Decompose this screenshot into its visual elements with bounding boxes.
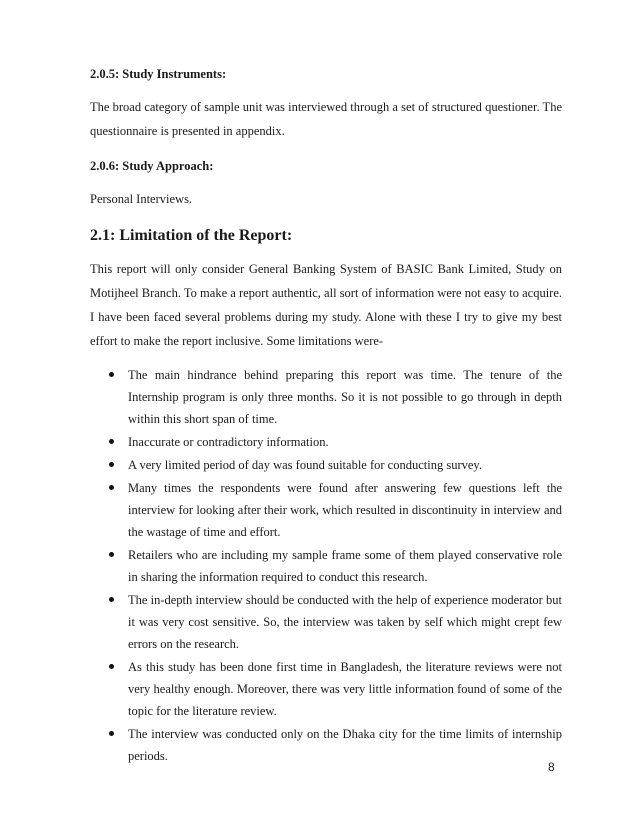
list-item-text: Retailers who are including my sample frame some of them played conservative role in sharing the information required to conduct this research.	[128, 548, 562, 584]
list-item	[90, 454, 562, 476]
bullet-dot-icon	[109, 597, 114, 602]
list-item-text: A very limited period of day was found suitable for conducting survey.	[128, 458, 482, 472]
document-page	[90, 62, 562, 768]
bullet-dot-icon	[109, 372, 114, 377]
list-item-text: The in-depth interview should be conducted with the help of experience moderator but it was very cost sensitive. So, the interview was taken by self which might crept few errors on the research.	[128, 593, 562, 651]
list-item-text: Inaccurate or contradictory information.	[128, 435, 329, 449]
study-instruments-text: The broad category of sample unit was interviewed through a set of structured questioner. The questionnaire is presented in appendix.	[90, 100, 562, 138]
list-item	[90, 589, 562, 655]
bullet-dot-icon	[109, 664, 114, 669]
limitation-intro-text: This report will only consider General Banking System of BASIC Bank Limited, Study on Motijheel Branch. To make a report authentic, all sort of information were not easy to acquire. I have been faced several problems during my study. Alone with these I try to give my best effort to make the report inclusive. Some limitations were-	[90, 262, 562, 348]
list-item	[90, 723, 562, 767]
list-item-text: The interview was conducted only on the Dhaka city for the time limits of internship periods.	[128, 727, 562, 763]
bullet-dot-icon	[109, 439, 114, 444]
list-item	[90, 477, 562, 543]
limitations-list	[90, 364, 562, 767]
limitation-heading: 2.1: Limitation of the Report:	[90, 227, 293, 244]
list-item	[90, 656, 562, 722]
list-item	[90, 431, 562, 453]
study-approach-text: Personal Interviews.	[90, 192, 193, 206]
bullet-dot-icon	[109, 462, 114, 467]
list-item	[90, 364, 562, 430]
list-item-text: Many times the respondents were found after answering few questions left the interview for looking after their work, which resulted in discontinuity in interview and the wastage of time and effort.	[128, 481, 562, 539]
bullet-dot-icon	[109, 552, 114, 557]
bullet-dot-icon	[109, 485, 114, 490]
page-number: 8	[548, 760, 555, 774]
list-item-text: As this study has been done first time in Bangladesh, the literature reviews were not very healthy enough. Moreover, there was very little information found of some of the topic for the literature review.	[128, 660, 562, 718]
study-approach-heading: 2.0.6: Study Approach:	[90, 159, 214, 173]
list-item	[90, 544, 562, 588]
list-item-text: The main hindrance behind preparing this report was time. The tenure of the Internship program is only three months. So it is not possible to go through in depth within this short span of time.	[128, 368, 562, 426]
bullet-dot-icon	[109, 731, 114, 736]
study-instruments-heading: 2.0.5: Study Instruments:	[90, 67, 227, 81]
